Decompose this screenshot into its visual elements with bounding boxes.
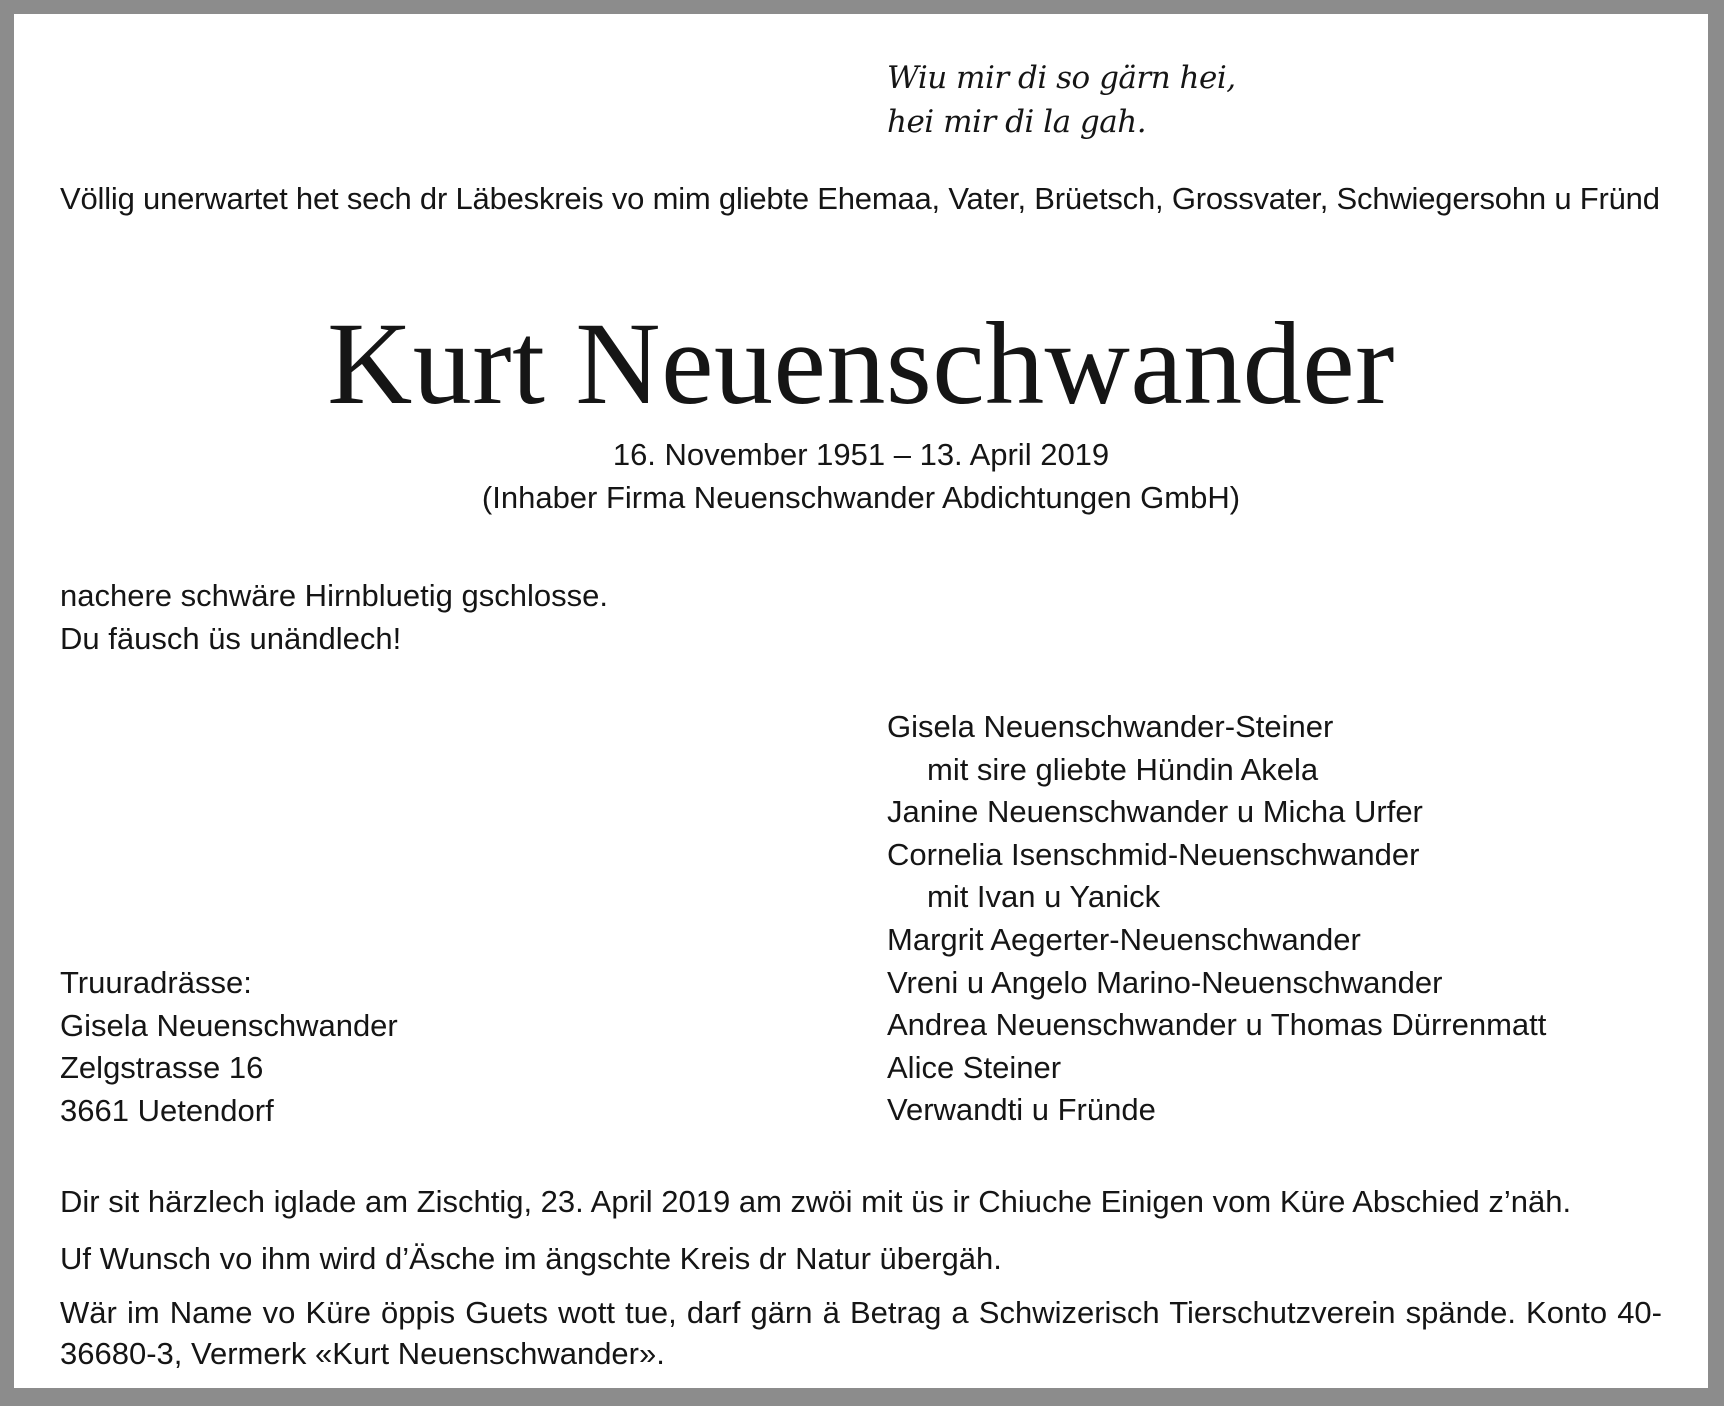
mourner-item: Janine Neuenschwander u Micha Urfer [887,794,1423,830]
address-city: 3661 Uetendorf [60,1092,274,1128]
life-dates: 16. November 1951 – 13. April 2019 [612,437,1110,472]
motto-verse [887,56,1236,144]
donation-notice: Wär im Name vo Küre öppis Guets wott tue, darf gärn ä Betrag a Schwizerisch Tierschutzverein spände. Konto 40-36680-3, Vermerk «Kurt Neuenschwander». [60,1295,1662,1371]
address-name: Gisela Neuenschwander [60,1007,398,1043]
deceased-name: Kurt Neuenschwander [327,298,1395,429]
mourner-item: Gisela Neuenschwander-Steiner [887,709,1334,744]
mourner-item: Verwandti u Fründe [887,1092,1156,1128]
closing-line-1: nachere schwäre Hirnbluetig gschlosse. [60,578,608,613]
address-street: Zelgstrasse 16 [60,1050,264,1086]
motto-line-2: hei mir di la gah. [887,104,1147,140]
intro-text: Völlig unerwartet het sech dr Läbeskreis vo mim gliebte Ehemaa, Vater, Brüetsch, Grossvater, Schwiegersohn u Fründ [60,181,1660,216]
funeral-invitation: Dir sit härzlech iglade am Zischtig, 23. April 2019 am zwöi mit üs ir Chiuche Einigen vom Küre Abschied z’näh. [60,1184,1572,1219]
mourner-item: Andrea Neuenschwander u Thomas Dürrenmatt [887,1007,1547,1043]
closing-line-2: Du fäusch üs unändlech! [60,621,402,656]
address-label: Truuradrässe: [60,965,252,1000]
mourner-item: mit sire gliebte Hündin Akela [927,751,1319,787]
mourners-list [887,706,1546,1132]
obituary-card [14,14,1708,1388]
mourning-address [60,962,398,1132]
mourner-item: Alice Steiner [887,1049,1062,1085]
mourner-item: Cornelia Isenschmid-Neuenschwander [887,836,1420,872]
ashes-notice: Uf Wunsch vo ihm wird d’Äsche im ängschte Kreis dr Natur übergäh. [60,1241,1002,1276]
mourner-item: Margrit Aegerter-Neuenschwander [887,921,1361,957]
mourner-item: Vreni u Angelo Marino-Neuenschwander [887,964,1443,1000]
mourner-item: mit Ivan u Yanick [927,879,1161,915]
motto-line-1: Wiu mir di so gärn hei, [887,60,1236,96]
deceased-details [14,433,1708,519]
closing-text [60,574,608,660]
deceased-role: (Inhaber Firma Neuenschwander Abdichtungen GmbH) [481,480,1241,515]
